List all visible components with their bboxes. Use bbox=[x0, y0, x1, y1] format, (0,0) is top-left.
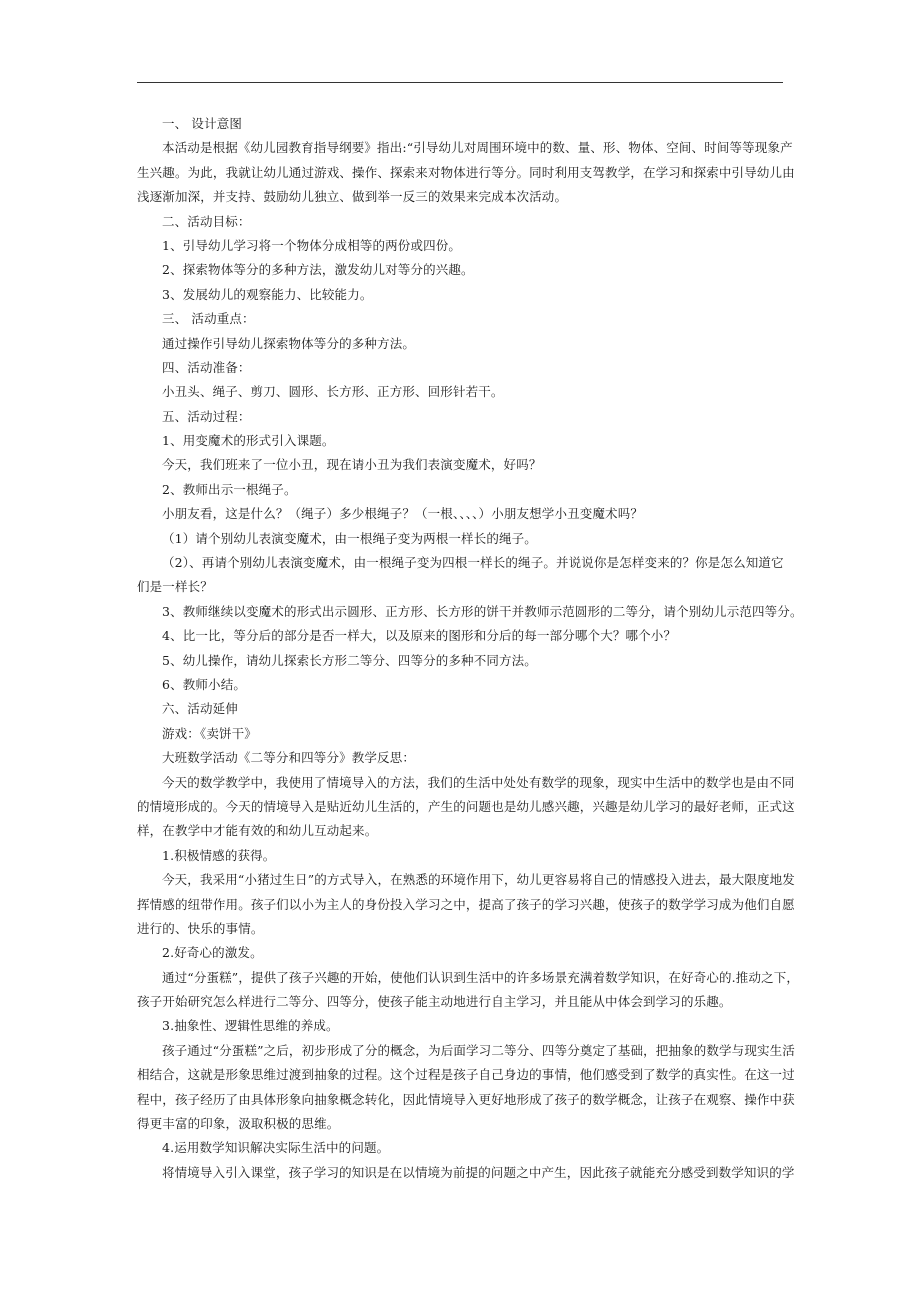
text-line: 2、探索物体等分的多种方法，激发幼儿对等分的兴趣。 bbox=[162, 262, 474, 278]
text-line: 四、活动准备： bbox=[162, 359, 251, 375]
document-body bbox=[137, 112, 803, 1185]
text-line: 3、教师继续以变魔术的形式出示圆形、正方形、长方形的饼干并教师示范圆形的二等分，请个别幼儿示范四等分。 bbox=[162, 603, 803, 619]
text-line: 3.抽象性、逻辑性思维的养成。 bbox=[162, 1018, 339, 1034]
text-line: 的情境形成的。今天的情境导入是贴近幼儿生活的，产生的问题也是幼儿感兴趣，兴趣是幼儿学习的最好老师，正式这 bbox=[137, 798, 795, 814]
text-line: 今天的数学教学中，我使用了情境导入的方法，我们的生活中处处有数学的现象，现实中生活中的数学也是由不同 bbox=[162, 774, 795, 790]
text-line: 样，在教学中才能有效的和幼儿互动起来。 bbox=[137, 823, 378, 839]
text-line: 3、发展幼儿的观察能力、比较能力。 bbox=[162, 286, 373, 302]
text-line: 通过“分蛋糕”，提供了孩子兴趣的开始，使他们认识到生活中的许多场景充满着数学知识，在好奇心的.推动之下， bbox=[162, 969, 800, 985]
text-line: 今天，我们班来了一位小丑，现在请小丑为我们表演变魔术，好吗？ bbox=[162, 457, 542, 473]
text-line: 程中，孩子经历了由具体形象向抽象概念转化，因此情境导入更好地形成了孩子的数学概念，让孩子在观察、操作中获 bbox=[137, 1091, 795, 1107]
text-line: （1）请个别幼儿表演变魔术，由一根绳子变为两根一样长的绳子。 bbox=[162, 530, 537, 546]
text-line: 生兴趣。为此，我就让幼儿通过游戏、操作、探索来对物体进行等分。同时利用支驾教学，在学习和探索中引导幼儿由 bbox=[137, 164, 795, 180]
text-line: 大班数学活动《二等分和四等分》教学反思： bbox=[162, 750, 416, 766]
text-line: 相结合，这就是形象思维过渡到抽象的过程。这个过程是孩子自己身边的事情，他们感受到了数学的真实性。在这一过 bbox=[137, 1067, 795, 1083]
text-line: 2、教师出示一根绳子。 bbox=[162, 481, 297, 497]
text-line: 六、活动延伸 bbox=[162, 701, 238, 717]
text-line: 1.积极情感的获得。 bbox=[162, 847, 276, 863]
text-line: 三、 活动重点： bbox=[162, 311, 255, 327]
text-line: （2）、再请个别幼儿表演变魔术，由一根绳子变为四根一样长的绳子。并说说你是怎样变来的？你是怎么知道它 bbox=[162, 555, 784, 571]
text-line: 一、 设计意图 bbox=[162, 116, 243, 131]
text-line: 浅逐渐加深，并支持、鼓励幼儿独立、做到举一反三的效果来完成本次活动。 bbox=[137, 189, 568, 205]
text-line: 进行的、快乐的事情。 bbox=[137, 920, 264, 936]
text-line: 将情境导入引入课堂，孩子学习的知识是在以情境为前提的问题之中产生，因此孩子就能充分感受到数学知识的学 bbox=[162, 1164, 795, 1180]
text-line: 孩子开始研究怎么样进行二等分、四等分，使孩子能主动地进行自主学习，并且能从中体会到学习的乐趣。 bbox=[137, 994, 732, 1010]
text-line: 1、用变魔术的形式引入课题。 bbox=[162, 433, 335, 449]
text-line: 孩子通过“分蛋糕”之后，初步形成了分的概念，为后面学习二等分、四等分奠定了基础，把抽象的数学与现实生活 bbox=[162, 1042, 795, 1058]
text-line: 挥情感的纽带作用。孩子们以小为主人的身份投入学习之中，提高了孩子的学习兴趣，使孩子的数学学习成为他们自愿 bbox=[137, 896, 795, 912]
text-line: 6、教师小结。 bbox=[162, 676, 247, 692]
text-line: 4、比一比，等分后的部分是否一样大，以及原来的图形和分后的每一部分哪个大？哪个小？ bbox=[162, 628, 677, 644]
text-line: 小朋友看，这是什么？（绳子）多少根绳子？（一根、、、、）小朋友想学小丑变魔术吗？ bbox=[162, 506, 644, 522]
text-line: 们是一样长？ bbox=[137, 579, 213, 595]
text-line: 小丑头、绳子、剪刀、圆形、长方形、正方形、回形针若干。 bbox=[162, 384, 504, 400]
header-rule bbox=[137, 82, 783, 83]
text-line: 本活动是根据《幼儿园教育指导纲要》指出:“引导幼儿对周围环境中的数、量、形、物体、空间、时间等等现象产 bbox=[162, 140, 793, 156]
text-line: 得更丰富的印象，汲取积极的思维。 bbox=[137, 1116, 340, 1132]
text-line: 5、幼儿操作，请幼儿探索长方形二等分、四等分的多种不同方法。 bbox=[162, 652, 537, 668]
text-line: 1、引导幼儿学习将一个物体分成相等的两份或四份。 bbox=[162, 237, 462, 253]
text-line: 五、活动过程： bbox=[162, 408, 251, 424]
text-line: 二、活动目标： bbox=[162, 213, 251, 229]
text-line: 游戏：《卖饼干》 bbox=[162, 725, 257, 741]
text-line: 2.好奇心的激发。 bbox=[162, 945, 263, 961]
text-line: 4.运用数学知识解决实际生活中的问题。 bbox=[162, 1140, 390, 1156]
text-line: 通过操作引导幼儿探索物体等分的多种方法。 bbox=[162, 335, 416, 351]
text-line: 今天，我采用“小猪过生日”的方式导入，在熟悉的环境作用下，幼儿更容易将自己的情感投入进去，最大限度地发 bbox=[162, 872, 795, 888]
